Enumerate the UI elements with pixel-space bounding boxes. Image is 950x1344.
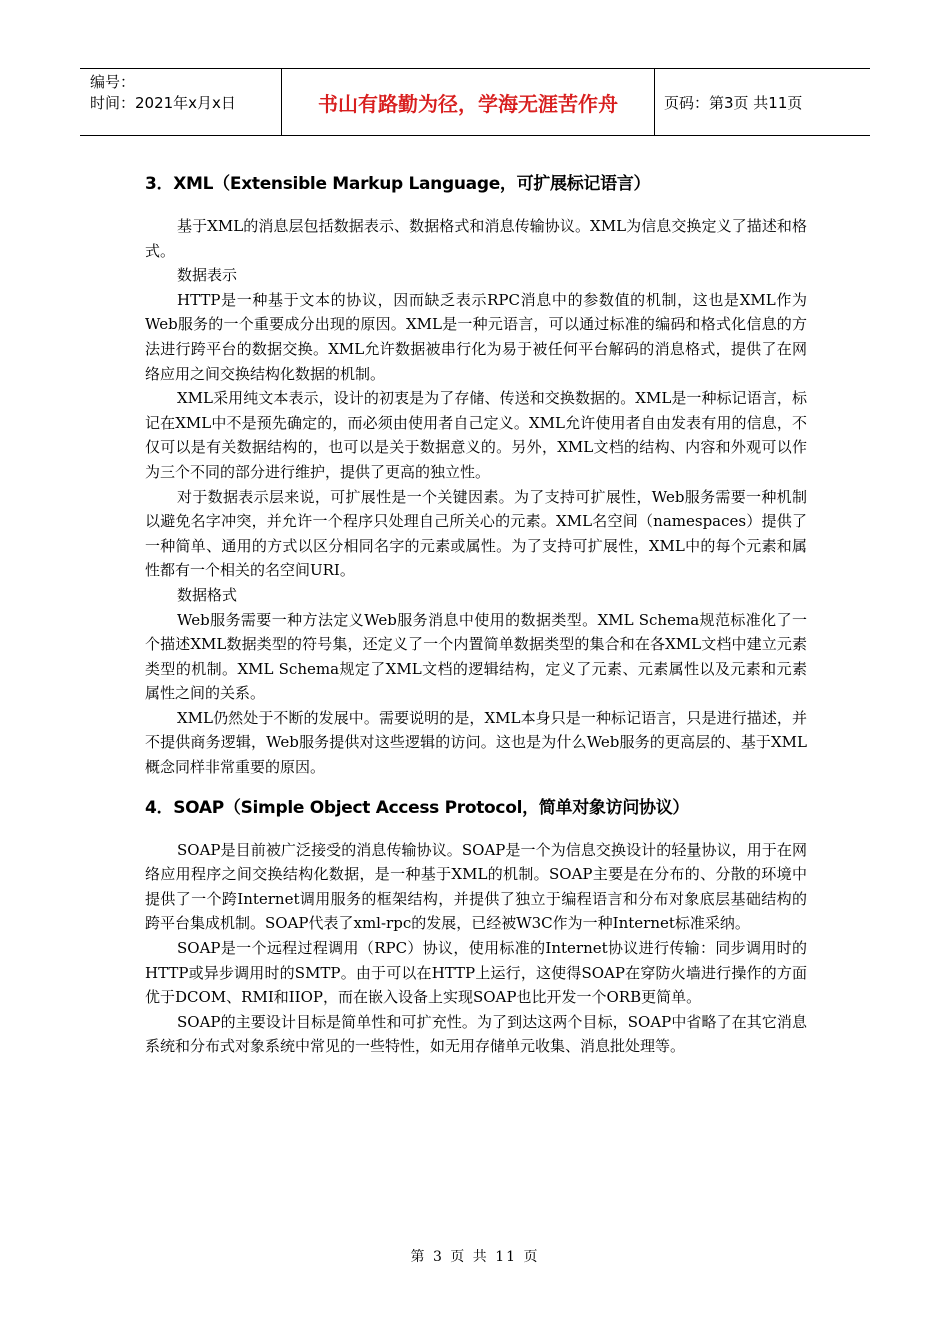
paragraph: SOAP是一个远程过程调用（RPC）协议，使用标准的Internet协议进行传输：同步调用时的HTTP或异步调用时的SMTP。由于可以在HTTP上运行，这使得SOAP在穿防火墙进行操作的方面优于DCOM、RMI和IIOP，而在嵌入设备上实现SOAP也比开发一个ORB更简单。: [145, 939, 807, 1007]
subsection-title-data-representation: 数据表示: [177, 266, 238, 285]
paragraph: 对于数据表示层来说，可扩展性是一个关键因素。为了支持可扩展性，Web服务需要一种机制以避免名字冲突，并允许一个程序只处理自己所关心的元素。XML名空间（namespaces）提供了一种简单、通用的方式以区分相同名字的元素或属性。为了支持可扩展性，XML中的每个元素和属性都有一个相关的名空间URI。: [145, 487, 807, 580]
header-motto: 书山有路勤为径，学海无涯苦作舟: [282, 69, 655, 135]
subsection-title-data-format: 数据格式: [177, 585, 238, 604]
header-meta: [80, 69, 282, 135]
paragraph: HTTP是一种基于文本的协议，因而缺乏表示RPC消息中的参数值的机制，这也是XML作为Web服务的一个重要成分出现的原因。XML是一种元语言，可以通过标准的编码和格式化信息的方法进行跨平台的数据交换。XML允许数据被串行化为易于被任何平台解码的消息格式，提供了在网络应用之间交换结构化数据的机制。: [145, 290, 807, 383]
document-body: [145, 170, 807, 1059]
header-page-info: 页码：第3页 共11页: [664, 93, 803, 112]
header-time-label: 时间：2021年x月x日: [90, 94, 236, 112]
section-heading-xml: 3．XML（Extensible Markup Language，可扩展标记语言）: [145, 174, 651, 194]
paragraph: XML采用纯文本表示，设计的初衷是为了存储、传送和交换数据的。XML是一种标记语言，标记在XML中不是预先确定的，而必须由使用者自己定义。XML允许使用者自由发表有用的信息，不仅可以是有关数据结构的，也可以是关于数据意义的。另外，XML文档的结构、内容和外观可以作为三个不同的部分进行维护，提供了更高的独立性。: [145, 389, 807, 481]
paragraph: SOAP的主要设计目标是简单性和可扩充性。为了到达这两个目标，SOAP中省略了在其它消息系统和分布式对象系统中常见的一些特性，如无用存储单元收集、消息批处理等。: [145, 1012, 807, 1056]
document-header: [80, 68, 870, 136]
paragraph: XML仍然处于不断的发展中。需要说明的是，XML本身只是一种标记语言，只是进行描述，并不提供商务逻辑，Web服务提供对这些逻辑的访问。这也是为什么Web服务的更高层的、基于XML概念同样非常重要的原因。: [145, 708, 807, 777]
section-heading-soap: 4．SOAP（Simple Object Access Protocol，简单对象访问协议）: [145, 797, 690, 818]
paragraph: Web服务需要一种方法定义Web服务消息中使用的数据类型。XML Schema规范标准化了一个描述XML数据类型的符号集，还定义了一个内置简单数据类型的集合和在各XML文档中建立元素类型的机制。XML Schema规定了XML文档的逻辑结构，定义了元素、元素属性以及元素和元素属性之间的关系。: [145, 610, 807, 703]
header-number-label: 编号：: [90, 73, 136, 91]
paragraph: 基于XML的消息层包括数据表示、数据格式和消息传输协议。XML为信息交换定义了描述和格式。: [145, 217, 807, 260]
page-footer: 第 3 页 共 11 页: [410, 1249, 540, 1265]
paragraph: SOAP是目前被广泛接受的消息传输协议。SOAP是一个为信息交换设计的轻量协议，用于在网络应用程序之间交换结构化数据，是一种基于XML的机制。SOAP主要是在分布的、分散的环境中提供了一个跨Internet调用服务的框架结构，并提供了独立于编程语言和分布对象底层基础结构的跨平台集成机制。SOAP代表了xml-rpc的发展，已经被W3C作为一种Internet标准采纳。: [145, 840, 807, 933]
